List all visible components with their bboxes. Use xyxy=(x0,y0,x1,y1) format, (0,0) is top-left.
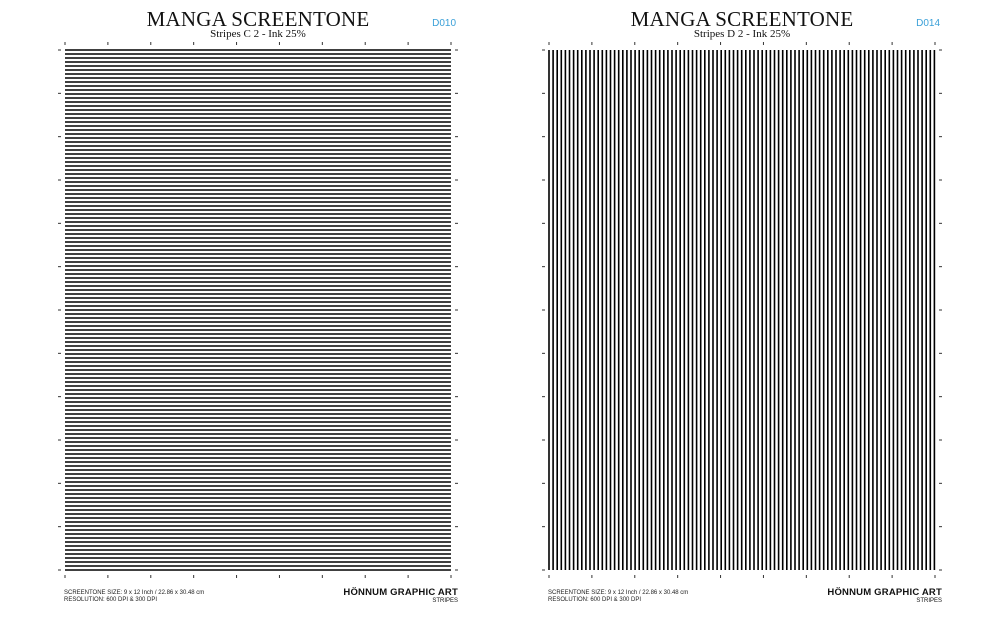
brand-category: STRIPES xyxy=(432,598,458,604)
stripe-pattern-horizontal xyxy=(58,42,458,578)
screentone-sheet-right xyxy=(532,0,952,622)
resolution-text: RESOLUTION: 600 DPI & 300 DPI xyxy=(64,597,158,603)
brand-block xyxy=(343,587,458,605)
sheet-subtitle: Stripes C 2 - Ink 25% xyxy=(210,28,306,40)
brand-category: STRIPES xyxy=(916,598,942,604)
size-text: SCREENTONE SIZE: 9 x 12 Inch / 22.86 x 30.48 cm xyxy=(64,590,205,596)
sheet-code: D014 xyxy=(916,18,940,29)
sheet-info xyxy=(548,590,688,604)
brand-name: HÖNNUM GRAPHIC ART xyxy=(343,587,458,598)
sheet-code: D010 xyxy=(432,18,456,29)
screentone-sheet-left xyxy=(48,0,468,622)
stripe-pattern-vertical xyxy=(542,42,942,578)
sheet-info xyxy=(64,590,204,604)
sheet-title: MANGA SCREENTONE xyxy=(146,7,370,31)
horizontal-stripes-svg xyxy=(58,42,458,578)
vertical-stripes-svg xyxy=(542,42,942,578)
brand-name: HÖNNUM GRAPHIC ART xyxy=(827,587,942,598)
resolution-text: RESOLUTION: 600 DPI & 300 DPI xyxy=(548,597,642,603)
size-text: SCREENTONE SIZE: 9 x 12 Inch / 22.86 x 30.48 cm xyxy=(548,590,689,596)
brand-block xyxy=(827,587,942,605)
sheet-title: MANGA SCREENTONE xyxy=(630,7,854,31)
sheet-subtitle: Stripes D 2 - Ink 25% xyxy=(693,28,791,40)
